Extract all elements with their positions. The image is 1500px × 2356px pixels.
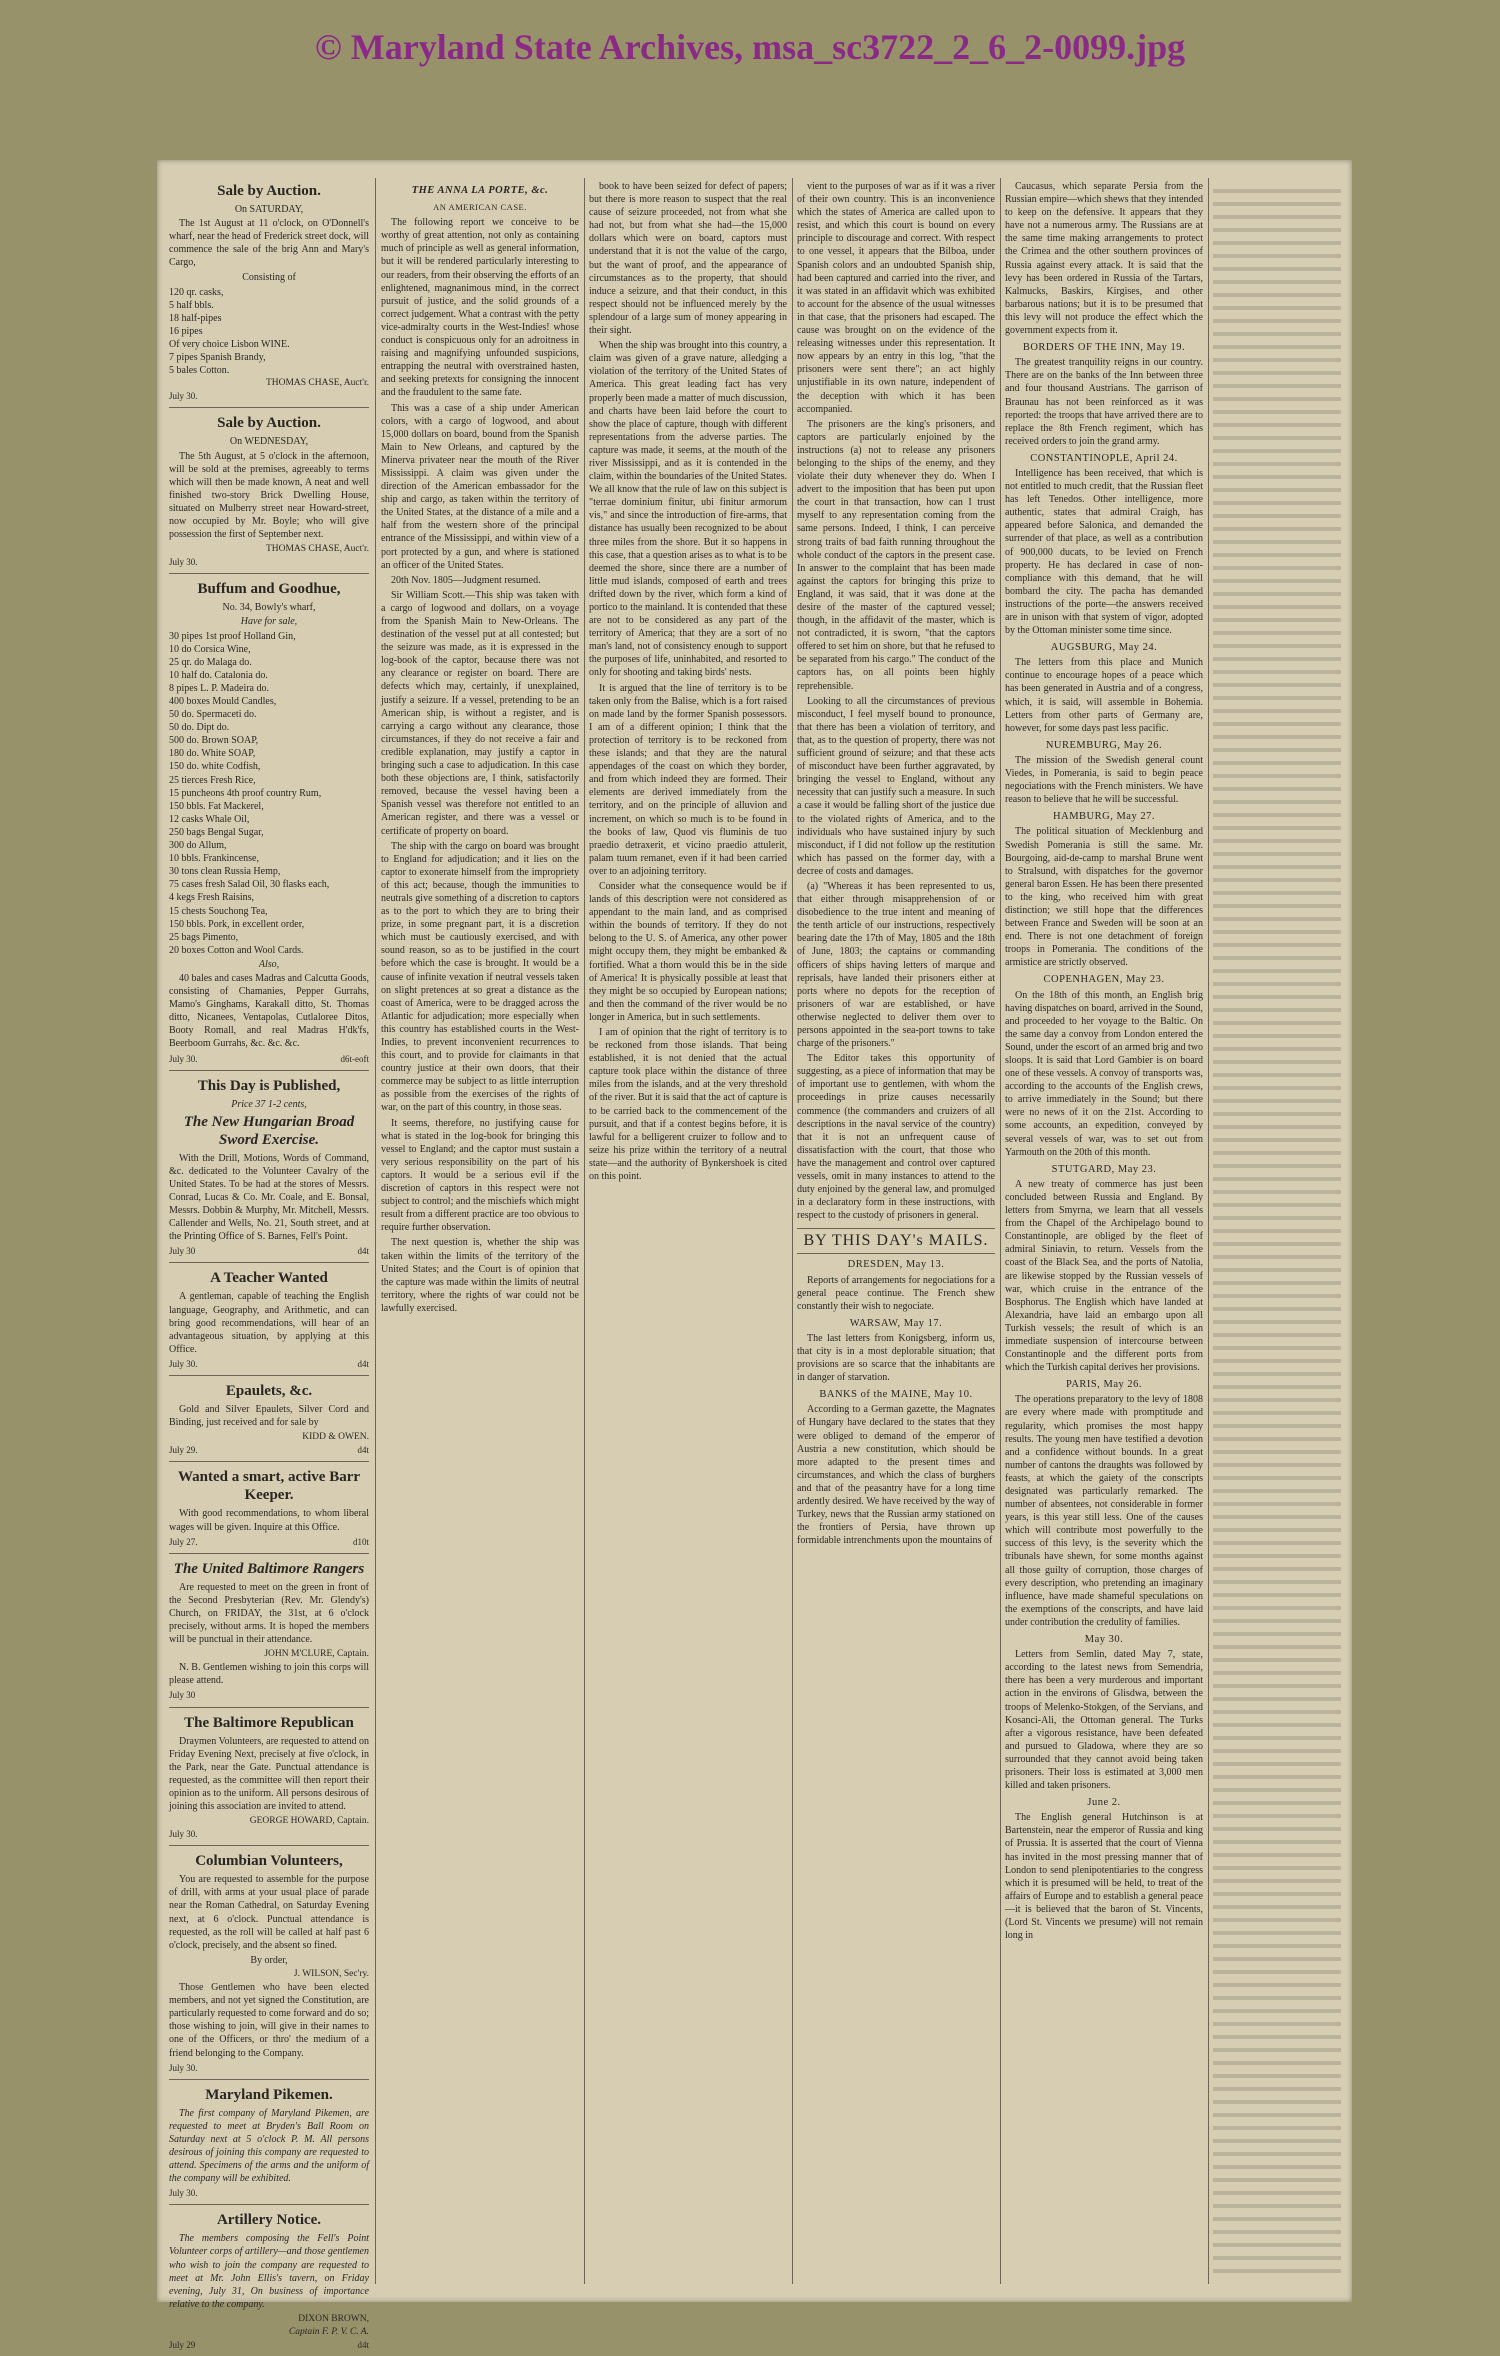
column-advertisements — [169, 180, 369, 2351]
column-faded-text — [1213, 180, 1341, 2282]
news-dateline: STUTGARD, May 23. — [1051, 1163, 1157, 1175]
column-rule — [375, 178, 376, 2284]
article-paragraph: When the ship was brought into this country, a claim was given of a grave nature, alledging a violation of the territory of the United States of America. This great leading fact has very properly been made a matter of much discussion, and charts have been laid before the court to show the place of capture, though with different representations from the adverse parties. The capture was made, it seems, at the mouth of the river Mississippi, and as it is contended in the claim, within the boundaries of the United States. We all know that the rule of law on this subject is "terrae dominium finitur, ubi finitur armorum vis," and since the introduction of fire-arms, that distance has usually been recognized to be about three miles from the shore. But it so happens in this case, that a question arises as to what is to be deemed the shore, since there are a number of little mud islands, composed of earth and trees drifted down by the river, which form a kind of portico to the mainland. It is contended that these are not to be considered as any part of the territory of America; that they are a sort of no man's land, not of consistency enough to support the purposes of life, uninhabited, and resorted to only for shooting and taking birds' nests. — [589, 340, 788, 679]
ad-subtitle: On WEDNESDAY, — [229, 436, 309, 448]
news-paragraph: The operations preparatory to the levy of 1808 are every where made with promptitude and regularity, which promises the most happy results. The young men have testified a devotion and a confidence without bounds. In a great number of cantons the draughts was followed by feasts, at which the gaiety of the conscripts designated was particularly remarked. The number of absentees, not considerable in former years, is this year still less. One of the causes which will contribute most powerfully to the success of this levy, is the severity which the tribunals have shewn, for some months against all those guilty of corruption, those charges of every description, who pretending an imaginary influence, have made shameful speculations on the exemptions of the conscripts, and have laid under contribution the credulity of families. — [1005, 1394, 1203, 1628]
ad-title: Maryland Pikemen. — [205, 2086, 333, 2103]
column-rule — [792, 178, 793, 2284]
article-paragraph: Looking to all the circumstances of previous misconduct, I feel myself bound to pronounce, that there has been a violation of territory, and that, as to the question of property, there was not sufficient ground of seizure; and that these acts of misconduct have been further aggravated, by bringing the vessel to England, without any necessity that can justify such a measure. In such a case it would be falling short of the justice due to the violated rights of America, and to the individuals who have sustained injury by such misconduct, if I did not follow up the restitution which has passed on the former day, with a decree of costs and damages. — [797, 695, 995, 877]
news-paragraph: According to a German gazette, the Magnates of Hungary have declared to the states that they were obliged to demand of the emperor of Austria a new constitution, which should be more adapted to the present times and circumstances, and which the class of burghers and that of the peasantry have for a long time ardently desired. We have received by the way of Turkey, news that the Russian army stationed on the frontiers of Persia, have thrown up formidable intrenchments upon the mountains of — [797, 1404, 995, 1547]
article-title: THE ANNA LA PORTE, &c. — [411, 185, 549, 196]
ad-text: The first company of Maryland Pikemen, are requested to meet at Bryden's Ball Room on Saturday next at 5 o'clock P. M. All persons desirous of joining this company are requested to attend. Specimens of the arms and the uniform of the company will be exhibited. — [169, 2107, 369, 2185]
article-subtitle: AN AMERICAN CASE. — [433, 202, 527, 213]
ad-tag: d4t — [357, 1246, 369, 1257]
article-paragraph: book to have been seized for defect of papers; but there is more reason to suspect that the real cause of seizure proceeded, not from what she had not, but from what she had—the 15,000 dollars which were on board, captors must understand that it is not the value of the cargo, but the want of proof, and the appearance of circumstances as to the property, that should induce a seizure, and that their conduct, in this respect should not be influenced merely by the splendour of a large sum of money appearing in their sight. — [589, 181, 787, 337]
ad-text: Are requested to meet on the green in front of the Second Presbyterian (Rev. Mr. Glendy's) Church, on FRIDAY, the 31st, at 6 o'clock precisely, without arms. It is hoped the members will be punctual in their attendance. — [169, 1581, 369, 1646]
news-paragraph: Reports of arrangements for negociations for a general peace continue. The French shew constantly their wish to negociate. — [797, 1274, 995, 1312]
ad-text: The members composing the Fell's Point Volunteer corps of artillery—and those gentlemen who wish to join the company are requested to meet at Mr. John Ellis's tavern, on Friday evening, July 31, On business of importance relative to the company. — [169, 2233, 369, 2310]
news-dateline: AUGSBURG, May 24. — [1050, 642, 1158, 654]
ad-columbian-volunteers — [169, 1852, 369, 2079]
column-continued-case — [589, 180, 787, 2282]
ad-item: 75 cases fresh Salad Oil, 30 flasks each, — [169, 879, 330, 891]
ad-buffum-goodhue — [169, 580, 369, 1070]
ad-item: 8 pipes L. P. Madeira do. — [169, 682, 269, 694]
news-dateline: NUREMBURG, May 26. — [1045, 739, 1163, 751]
ad-baltimore-republican — [169, 1714, 369, 1847]
ad-maryland-pikemen — [169, 2086, 369, 2206]
ad-date: July 30. — [169, 1358, 198, 1369]
ad-auction-cargo — [169, 182, 369, 408]
ad-item: 400 boxes Mould Candles, — [169, 696, 277, 707]
ad-item: 25 qr. do Malaga do. — [169, 656, 252, 668]
news-dateline: May 30. — [1084, 1634, 1124, 1646]
article-body — [797, 180, 995, 1222]
article-paragraph: (a) "Whereas it has been represented to us, that either through misapprehension of or disobedience to the true intent and meaning of the tenth article of our instructions, respectively bearing date the 17th of May, 1805 and the 18th of June, 1803; the captains or commanding officers of ships having letters of marque and reprisals, have landed their prisoners either at ports where no depots for the reception of prisoners of war are established, or have otherwise neglected to deliver them over to persons appointed in the sea-port towns to take charge of the prisoners." — [797, 880, 995, 1050]
news-dateline: CONSTANTINOPLE, April 24. — [1030, 452, 1178, 464]
illegible-text-block — [1213, 180, 1341, 2282]
ad-subtitle: Have for sale, — [240, 616, 298, 628]
ad-date: July 30. — [169, 2062, 198, 2073]
ad-item-note: Of very choice Lisbon WINE. — [169, 338, 290, 350]
article-body — [589, 180, 787, 1183]
ad-text: Those Gentlemen who have been elected members, and not yet signed the Constitution, are particularly requested to come forward and do so; those wishing to join, will give in their names to one of the Officers, or thro' the medium of a friend belonging to the Company. — [169, 1982, 369, 2059]
ad-signature: DIXON BROWN, — [298, 2313, 369, 2324]
ad-signature: J. WILSON, Sec'ry. — [293, 1968, 369, 1979]
ad-subtitle: No. 34, Bowly's wharf, — [222, 602, 316, 614]
news-list — [1005, 341, 1203, 1942]
ad-item: 10 bbls. Frankincense, — [169, 853, 259, 865]
ad-text: With good recommendations, to whom liberal wages will be given. Inquire at this Office. — [169, 1508, 369, 1533]
ad-title: A Teacher Wanted — [210, 1270, 328, 1287]
ad-item: 180 do. White SOAP, — [169, 748, 256, 760]
ad-date: July 30. — [169, 2188, 198, 2199]
ad-teacher-wanted — [169, 1269, 369, 1376]
ad-item-list — [169, 630, 369, 957]
ad-item: 15 chests Souchong Tea, — [169, 905, 268, 917]
article-paragraph: vient to the purposes of war as if it was a river of their own country. This is an inconvenience which the states of America are called upon to resist, and which this court is bound on every principle to discourage and correct. With respect to one vessel, it appears that the Bilboa, under Spanish colors and an undoubted Spanish ship, had been captured and carried into the river, and it was stated in an affidavit which was exhibited to account for the absence of the usual witnesses in that case, that the prisoners had escaped. The cause was brought on on the evidence of the releasing witnesses under this representation. It now appears by an entry in this log, "that the prisoners were sent there"; an act highly unjustifiable in its own nature, independent of the deception with which it has been accompanied. — [797, 181, 995, 415]
ad-artillery-notice — [169, 2211, 369, 2356]
ad-item: 150 bbls. Fat Mackerel, — [169, 800, 264, 812]
ad-item: 500 do. Brown SOAP, — [169, 735, 259, 747]
ad-tag: d6t-eoft — [340, 1053, 369, 1064]
column-rule — [584, 178, 585, 2284]
news-dateline: WARSAW, May 17. — [849, 1317, 943, 1329]
article-paragraph: It seems, therefore, no justifying cause for what is stated in the log-book for bringing this vessel to England; and the captor must sustain a very serious responsibility on the part of his captors. It would be a serious evil if the discretion of captors in this respect were not subject to control; and the mischiefs which might result from a different practice are too obvious to require further observation. — [381, 1117, 579, 1234]
news-list — [797, 1258, 995, 1547]
news-paragraph: The English general Hutchinson is at Bartenstein, near the emperor of Russia and king of Prussia. It is asserted that the court of Vienna has invited in the most pressing manner that of London to send plenipotentiaries to the congress which it is presumed will be held, to treat of the affairs of Europe and to establish a general peace—it is believed that the baron of St. Vincents, (Lord St. Vincents we presume) will not remain long in — [1005, 1812, 1203, 1942]
ad-item: 5 bales Cotton. — [169, 365, 230, 377]
ad-tag: d4t — [357, 1358, 369, 1369]
ad-item: 10 do Corsica Wine, — [169, 643, 251, 655]
ad-signature: THOMAS CHASE, Auct'r. — [265, 544, 369, 555]
ad-date: July 30. — [169, 391, 198, 402]
ad-title: Epaulets, &c. — [225, 1383, 313, 1400]
ad-item: 10 half do. Catalonia do. — [169, 669, 268, 681]
ad-text: The 1st August at 11 o'clock, on O'Donnell's wharf, near the head of Frederick street dock, will commence the sale of the brig Ann and Mary's Cargo, — [169, 218, 369, 269]
ad-item: 7 pipes Spanish Brandy, — [169, 352, 266, 364]
ad-signature: THOMAS CHASE, Auct'r. — [265, 378, 369, 389]
column-judgment-and-mails — [797, 180, 995, 2282]
newspaper-page — [157, 160, 1352, 2351]
ad-item: 50 do. Dipt do. — [169, 722, 230, 734]
ad-title: Sale by Auction. — [217, 183, 321, 199]
ad-title: The Baltimore Republican — [184, 1714, 354, 1731]
ad-subtitle: By order, — [250, 1954, 288, 1966]
ad-item: 120 qr. casks, — [169, 286, 224, 298]
ad-item: 25 tierces Fresh Rice, — [169, 774, 256, 786]
ad-item: 18 half-pipes — [169, 312, 222, 324]
article-paragraph: It is argued that the line of territory is to be taken only from the Balise, which is a fort raised on made land by the former Spanish possessors. I am of a different opinion; I think that the protection of territory is to be reckoned from these islands; and that they are the natural appendages of the coast on which they border, and from which indeed they are formed. Their elements are derived immediately from the territory, and on the principle of alluvion and increment, on which so much is to be found in the books of law, Quod vis fluminis de tuo praedio detraxerit, et vicino praedio attulerit, palam tuum remanet, even if it had been carried over to an adjoining territory. — [589, 682, 787, 877]
ad-item: 20 boxes Cotton and Wool Cards. — [169, 944, 304, 956]
ad-title: Columbian Volunteers, — [195, 1853, 343, 1870]
ad-item: 15 puncheons 4th proof country Rum, — [169, 787, 322, 799]
ad-title: Artillery Notice. — [216, 2212, 322, 2229]
ad-date: July 27. — [169, 1536, 198, 1547]
ad-title: This Day is Published, — [197, 1077, 341, 1094]
ad-date: July 29. — [169, 1445, 198, 1456]
ad-item: 250 bags Bengal Sugar, — [169, 826, 264, 838]
news-paragraph: The mission of the Swedish general count Viedes, in Pomerania, is said to begin peace negociations with the French ministers. We have reason to believe that he will be successful. — [1005, 754, 1203, 806]
column-anna-la-porte — [381, 180, 579, 2282]
ad-date: July 30. — [169, 1829, 198, 1840]
ad-signature: GEORGE HOWARD, Captain. — [249, 1816, 369, 1827]
ad-text: The 5th August, at 5 o'clock in the afternoon, will be sold at the premises, agreeably to terms which will then be made known, A neat and well finished two-story Brick Dwelling House, situated on Mulberry street near Howard-street, now occupied by Mr. Boyle; who will give possession the first of September next. — [169, 450, 369, 541]
news-paragraph: The political situation of Mecklenburg and Swedish Pomerania is still the same. Mr. Bourgoing, aid-de-camp to marshal Brune went to Stralsund, with dispatches for the governor general baron Essen. He has been there presented to the king, who received him with great distinction; we still hope that the differences between France and Sweden will be soon at an end. There is not one detachment of foreign troops in Pomerania. The conditions of the armistice are strictly observed. — [1005, 826, 1203, 969]
ad-signature: Captain F. P. V. C. A. — [288, 2327, 369, 2337]
ad-baltimore-rangers — [169, 1560, 369, 1708]
news-dateline: BORDERS OF THE INN, May 19. — [1022, 342, 1186, 354]
article-body — [381, 216, 579, 1315]
news-paragraph: The letters from this place and Munich continue to encourage hopes of a peace which has been generated in Austria and of a congress, which, it is said, will assemble in Bohemia. Letters from other parts of Germany are, however, for some days past less pacific. — [1005, 657, 1203, 734]
ad-item: 5 half bbls. — [169, 299, 214, 311]
ad-subtitle: On SATURDAY, — [234, 204, 304, 215]
ad-title: Sale by Auction. — [217, 415, 321, 432]
article-paragraph: The Editor takes this opportunity of suggesting, as a piece of information that may be of important use to gentlemen, with whom the proceedings in prize causes necessarily commence (the commanders and cruizers of all descriptions in the naval service of the country) that it is not an unfrequent cause of dissatisfaction with the court, that those who have the management and control over captured vessels, omit in many instances to attend to the duty enjoined by the general law, and promulged in a declaratory form in these instructions, with respect to the custody of prisoners in general. — [797, 1053, 995, 1222]
news-paragraph: The greatest tranquility reigns in our country. There are on the banks of the Inn between three and four thousand Austrians. The garrison of Braunau has not been reinforced as it was reported: the troops that have arrived there are to replace the 8th French regiment, which has received orders to join the grand army. — [1005, 357, 1203, 447]
article-paragraph: Sir William Scott.—This ship was taken with a cargo of logwood and dollars, on a voyage from the Spanish Main to New-Orleans. The destination of the vessel put at all contested; but the seizure was made, as it is expressed in the log-book of the captor, because there was not any clearance or register on board. There are defects which may, certainly, if unexplained, justify a seizure. If a vessel, pretending to be an American ship, is without a register, and is carrying a cargo without any clearance, those circumstances, if they do not receive a fair and credible explanation, may justify a captor in bringing such a case to adjudication. In this case both these objections are, I think, satisfactorily removed, because the vessel having been a Spanish vessel was therefore not entitled to an American register, and there was a vessel or certificate of property on board. — [381, 589, 579, 837]
ad-item: 300 do Allum, — [169, 840, 227, 852]
ad-text: You are requested to assemble for the purpose of drill, with arms at your usual place of parade near the Roman Cathedral, on Saturday Evening next, at 6 o'clock. Punctual attendance is requested, as the roll will be called at half past 6 o'clock, precisely, and the absent so fined. — [169, 1874, 369, 1951]
ad-date: July 30 — [169, 1246, 196, 1257]
ad-item: 16 pipes — [169, 325, 203, 337]
news-dateline: HAMBURG, May 27. — [1053, 811, 1155, 823]
column-rule — [1208, 178, 1209, 2284]
ad-title: The United Baltimore Rangers — [173, 1560, 365, 1577]
ad-signature: JOHN M'CLURE, Captain. — [264, 1649, 369, 1660]
article-paragraph: The prisoners are the king's prisoners, and captors are particularly enjoined by the instructions (a) not to release any prisoners belonging to the ships of the enemy, and they violate their duty whenever they do. When I advert to the imposition that has been put upon the court in that transaction, how can I trust myself to any representation coming from the same persons. Indeed, I think, I can perceive strong traits of bad faith running throughout the whole conduct of the captors in the present case. In answer to the complaint that has been made against the captors for bringing this prize to England, it was said, that it was done at the desire of the master of the captured vessel; though, in the affidavit of the master, which is not contradicted, it is sworn, "that the captors offered to set him on shore, but that he refused to be separated from his cargo." The conduct of the captors has, on all points been highly reprehensible. — [797, 418, 995, 692]
ad-item: 30 tons clean Russia Hemp, — [169, 866, 281, 878]
ad-signature: KIDD & OWEN. — [302, 1432, 369, 1443]
news-paragraph: On the 18th of this month, an English brig having dispatches on board, arrived in the Sound, and proceeded to her voyage to the Baltic. On the same day a convoy from London entered the Sound, under the escort of an armed brig and two sloops. It is said that Lord Gambier is on board one of these vessels. A convoy of transports was, according to the accounts of the English crews, to arrive immediately in the Sound; but there were no news of it on the 21st. According to some accounts, an expedition, conveyed by several vessels of war, was to set out from Yarmouth on the 20th of this month. — [1005, 989, 1204, 1158]
news-paragraph: Caucasus, which separate Persia from the Russian empire—which shews that they intended to keep on the defensive. It appears that they have not a numerous army. The Russians are at the same time making arrangements to protect the Crimea and the other southern provinces of Russia against every attack. It is said that the levy has been ordered in Russia of the Tartars, Kalmucks, Baskirs, Kirgises, and other barbarous nations; but it is to be presumed that this levy will not produce the effect which the government expects from it. — [1005, 181, 1203, 337]
ad-text: With the Drill, Motions, Words of Command, &c. dedicated to the Volunteer Cavalry of the United States. To be had at the stores of Messrs. Conrad, Lucas & Co. Mr. Coale, and E. Bonsal, Messrs. Dobbin & Murphy, Mr. Mitchell, Messrs. Callender and Wells, No. 21, South street, and at the Printing Office of S. Barnes, Fell's Point. — [169, 1152, 369, 1243]
ad-item: 150 bbls. Pork, in excellent order, — [169, 918, 305, 930]
news-paragraph: The last letters from Konigsberg, inform us, that city is in a most deplorable situation; that provisions are so scarce that the inhabitants are in danger of starvation. — [797, 1332, 995, 1384]
news-dateline: COPENHAGEN, May 23. — [1043, 974, 1165, 986]
news-dateline: DRESDEN, May 13. — [847, 1259, 945, 1271]
ad-text: A gentleman, capable of teaching the English language, Geography, and Arithmetic, and can bring good recommendations, will hear of an advantageous situation, by applying at this Office. — [169, 1291, 369, 1355]
article-paragraph: I am of opinion that the right of territory is to be reckoned from those islands. That being established, it is not denied that the actual capture took place within the distance of three miles from the islands, and at the very threshold of the river. But it is said that the act of capture is to be carried back to the commencement of the pursuit, and that if a contest begins before, it is lawful for a belligerent cruizer to follow and to seize his prize within the territory of a neutral state—and the authority of Bynkershoek is cited on this point. — [589, 1027, 787, 1183]
ad-subtitle: Price 37 1-2 cents, — [231, 1098, 307, 1110]
ad-item: 12 casks Whale Oil, — [169, 813, 250, 825]
ad-subtitle: Consisting of — [242, 272, 296, 284]
ad-title: The New Hungarian Broad Sword Exercise. — [183, 1113, 355, 1148]
ad-tag: d10t — [352, 1536, 369, 1547]
news-dateline: BANKS of the MAINE, May 10. — [819, 1389, 973, 1401]
ad-epaulets — [169, 1382, 369, 1462]
ad-subtitle: Also, — [258, 958, 280, 970]
news-dateline: June 2. — [1087, 1797, 1121, 1809]
archive-watermark: © Maryland State Archives, msa_sc3722_2_6_2-0099.jpg — [314, 27, 1186, 67]
ad-date: July 30. — [169, 557, 198, 568]
article-paragraph: Consider what the consequence would be if lands of this description were not considered as appendant to the main land, and as comprised within the bounds of territory. If they do not belong to the U. S. of America, any other power might occupy them, they might be embanked & fortified. What a thorn would this be in the side of America! It is physically possible at least that they might be so occupied by European nations; and then the command of the river would be no longer in America, but in such settlements. — [589, 880, 787, 1023]
ad-item: 150 do. white Codfish, — [169, 761, 261, 773]
article-paragraph: The ship with the cargo on board was brought to England for adjudication; and it lies on the captor to exonerate himself from the impropriety of this act; because, though the immunities to neutrals give something of a discretion to captors as to the port to which they are to bring their prize, in some pregnant part, it is a discretion which must be cautiously exercised, and with sound reason, so as to be justified in the court before which the case is brought. It would be a cause of infinite vexation if neutral vessels taken on slight pretences at so great a distance as the coast of America, were to be dragged across the Atlantic for adjudication; more especially when this country has established courts in the West-Indies, to prevent inconvenient recurrences to this court, and to provide for claimants in that country justice at their own doors, that their commerce may be subject to as little interruption as possible from the exercises of the rights of war, on the part of this country, in those seas. — [381, 840, 579, 1114]
ad-date: July 30. — [169, 1053, 198, 1064]
ad-text: Draymen Volunteers, are requested to attend on Friday Evening Next, precisely at five o'clock, in the Park, near the Gate. Punctual attendance is requested, as the committee will then report their opinion as to the uniform. All persons desirous of joining this association are invited to attend. — [169, 1735, 369, 1812]
news-paragraph: Intelligence has been received, that which is not entitled to much credit, that the Russian fleet has left Tenedos. Other intelligence, more authentic, states that admiral Craigh, has appeared before Salonica, and demanded the surrender of that place, as well as a contribution of 900,000 ducats, to be levied on French property. He has declared in case of non-compliance with this demand, that he will bombard the city. The pacha has demanded instructions of the porte—the answers received are in unison with that system of vigor, adopted by the Ottoman minister some time since. — [1005, 467, 1203, 637]
article-paragraph: The next question is, whether the ship was taken within the limits of the territory of the United States; and the Court is of opinion that the capture was made within the limits of neutral territory, where the rights of war could not be lawfully exercised. — [381, 1237, 579, 1314]
ad-auction-house — [169, 414, 369, 574]
ad-date: July 30 — [169, 1690, 196, 1701]
article-paragraph: The following report we conceive to be worthy of great attention, not only as containing much of principle as well as general information, but it will be rendered particularly interesting to our readers, from their observing the efforts of an enlightened, magnanimous mind, in the correct pursuit of justice, and the solid grounds of a correct judgement. What a contrast with the petty vice-admiralty courts in the West-Indies! whose conduct is conspicuous only for an adroitness in raising and magnifying unfounded suspicions, entrapping the neutral with overstrained hasten, and seeking pretexts for consigning the innocent and the fraudulent to the same fate. — [381, 217, 579, 399]
column-rule — [1000, 178, 1001, 2284]
ad-tag: d4t — [357, 1445, 369, 1456]
news-dateline: PARIS, May 26. — [1065, 1379, 1143, 1391]
ad-text: Gold and Silver Epaulets, Silver Cord and Binding, just received and for sale by — [169, 1404, 369, 1429]
ad-title: Buffum and Goodhue, — [197, 581, 341, 598]
column-foreign-news — [1005, 180, 1203, 2282]
ad-item: 4 kegs Fresh Raisins, — [169, 892, 254, 904]
mails-heading: BY THIS DAY's MAILS. — [797, 1228, 995, 1254]
article-paragraph: 20th Nov. 1805—Judgment resumed. — [391, 574, 541, 586]
ad-hungarian-sword — [169, 1077, 369, 1264]
ad-text: N. B. Gentlemen wishing to join this corps will please attend. — [169, 1662, 369, 1687]
ad-item: 30 pipes 1st proof Holland Gin, — [169, 630, 296, 642]
news-paragraph: A new treaty of commerce has just been concluded between Russia and England. By letters from Smyrna, we learn that all vessels from the Chapel of the Archipelago bound to Constantinople, are obliged by the fleet of admiral Siniavin, to return. Vessels from the coast of the Black Sea, and the ports of Natolia, are likewise stopped by the Russian vessels of war, which cruise in the entrance of the Bosphorus. The English which have landed at Alexandria, have laid an embargo upon all Turkish vessels; the result of which is an immediate suspension of intercourse between Constantinople and the different ports from which the Turkish capital derives her provisions. — [1005, 1178, 1203, 1374]
ad-tag: d4t — [357, 2340, 369, 2351]
ad-item: 50 do. Spermaceti do. — [169, 709, 257, 721]
ad-title: Wanted a smart, active Barr Keeper. — [177, 1469, 361, 1504]
article-paragraph: This was a case of a ship under American colors, with a cargo of logwood, and about 15,000 dollars on board, bound from the Spanish Main to New Orleans, and captured by the Minerva privateer near the mouth of the River Mississippi. A claim was given under the direction of the American embassador for the ship and cargo, as taken within the territory of the United States, at the distance of a mile and a half from the western shore of the principal entrance of the Mississippi, and within view of a port protected by a gun, and where is stationed an officer of the United States. — [381, 402, 579, 571]
ad-item: 25 bags Pimento, — [169, 931, 239, 943]
ad-date: July 29 — [169, 2340, 196, 2351]
ad-text: 40 bales and cases Madras and Calcutta Goods, consisting of Chamanies, Pepper Gurrahs, Mamo's Ginghams, Karakall ditto, St. Thomas ditto, Nicanees, Ventapolas, Cutlaloree Ditos, Booty Romall, and real Madras H'dk'fs, Beerboom Gurrahs, &c. &c. &c. — [169, 972, 369, 1050]
ad-barr-keeper — [169, 1468, 369, 1553]
news-paragraph: Letters from Semlin, dated May 7, state, according to the latest news from Semendria, there has been a very murderous and important action in the environs of Glisdwa, between the troops of Melenko-Stokgen, of the Servians, and Kosanci-Ali, the Ottoman general. The Turks after a vigorous resistance, have been defeated and pursued to Gladowa, where they are so surrounded that they cannot avoid being taken prisoners. Their loss is estimated at 3,000 men killed and taken prisoners. — [1005, 1649, 1203, 1792]
